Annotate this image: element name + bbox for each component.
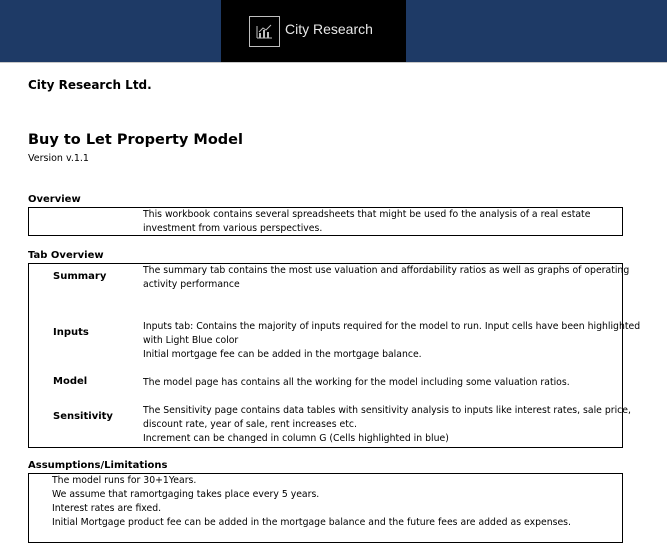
version-label: Version v.1.1 — [28, 153, 89, 164]
tab-model-desc: The model page has contains all the working for the model including some valuation ratios. — [143, 377, 570, 388]
assumption-line: We assume that ramortgaging takes place every 5 years. — [52, 489, 320, 500]
tab-summary-label: Summary — [53, 271, 107, 282]
page-title: Buy to Let Property Model — [28, 132, 243, 148]
tab-inputs-desc: Initial mortgage fee can be added in the mortgage balance. — [143, 349, 422, 360]
tab-sensitivity-label: Sensitivity — [53, 411, 113, 422]
tab-sensitivity-desc: The Sensitivity page contains data tables with sensitivity analysis to inputs like interest rates, sale price, — [143, 405, 631, 416]
overview-line: investment from various perspectives. — [143, 223, 323, 234]
logo — [221, 0, 406, 62]
assumption-line: Interest rates are fixed. — [52, 503, 162, 514]
tab-inputs-desc: Inputs tab: Contains the majority of inputs required for the model to run. Input cells have been highlighted — [143, 321, 641, 332]
tab-overview-heading: Tab Overview — [28, 250, 104, 261]
tab-inputs-label: Inputs — [53, 327, 89, 338]
overview-line: This workbook contains several spreadsheets that might be used fo the analysis of a real estate — [143, 209, 591, 220]
tab-summary-desc: activity performance — [143, 279, 240, 290]
tab-model-label: Model — [53, 376, 88, 387]
assumption-line: The model runs for 30+1Years. — [52, 475, 197, 486]
bar-chart-icon — [249, 16, 280, 47]
logo-text: City Research — [285, 21, 373, 37]
tab-summary-desc: The summary tab contains the most use valuation and affordability ratios as well as graphs of operating — [143, 265, 630, 276]
header-divider — [0, 62, 667, 63]
tab-sensitivity-desc: discount rate, year of sale, rent increases etc. — [143, 419, 357, 430]
overview-heading: Overview — [28, 194, 81, 205]
tab-sensitivity-desc: Increment can be changed in column G (Cells highlighted in blue) — [143, 433, 449, 444]
assumptions-heading: Assumptions/Limitations — [28, 460, 168, 471]
company-name: City Research Ltd. — [28, 78, 152, 92]
assumption-line: Initial Mortgage product fee can be added in the mortgage balance and the future fees are added as expenses. — [52, 517, 571, 528]
tab-inputs-desc: with Light Blue color — [143, 335, 239, 346]
